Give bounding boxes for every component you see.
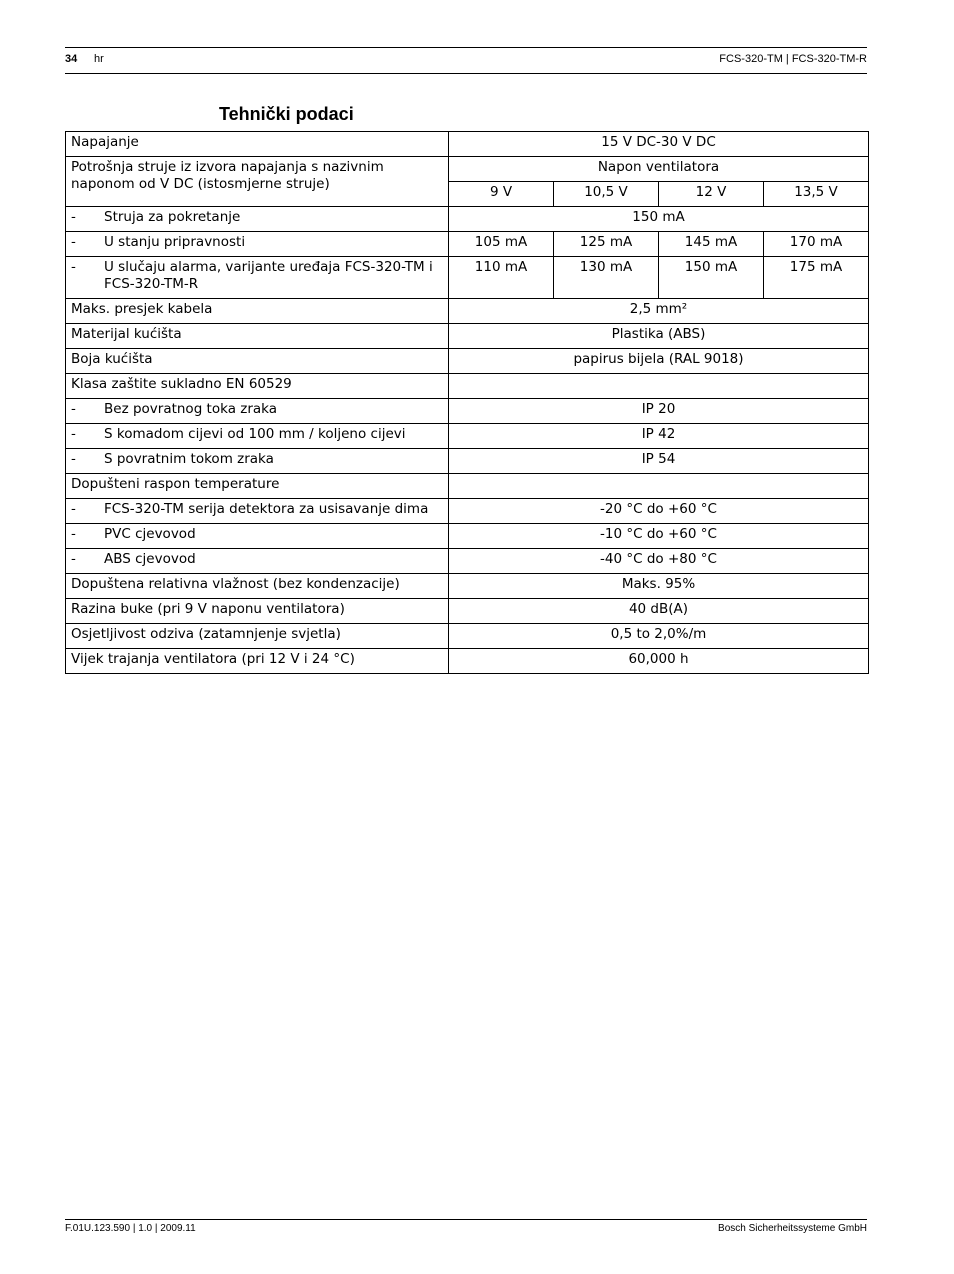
dash: - xyxy=(71,451,76,467)
label-text: U slučaju alarma, varijante uređaja FCS-320-TM i FCS-320-TM-R xyxy=(104,259,433,292)
row-label xyxy=(66,207,449,232)
row-value: -20 °C do +60 °C xyxy=(449,499,869,524)
product-name: FCS-320-TM | FCS-320-TM-R xyxy=(719,53,867,65)
current-cell: 150 mA xyxy=(659,257,764,299)
row-value: IP 20 xyxy=(449,399,869,424)
row-label xyxy=(66,257,449,299)
spec-table xyxy=(65,131,869,674)
table-row xyxy=(66,132,869,157)
row-label: Klasa zaštite sukladno EN 60529 xyxy=(66,374,449,399)
row-value: IP 54 xyxy=(449,449,869,474)
group-header: Napon ventilatora xyxy=(449,157,869,182)
table-row xyxy=(66,232,869,257)
row-value: 15 V DC-30 V DC xyxy=(449,132,869,157)
dash: - xyxy=(71,259,76,275)
company-name: Bosch Sicherheitssysteme GmbH xyxy=(718,1223,867,1234)
table-row xyxy=(66,207,869,232)
current-cell: 175 mA xyxy=(764,257,869,299)
current-cell: 110 mA xyxy=(449,257,554,299)
table-row xyxy=(66,624,869,649)
row-label: Vijek trajanja ventilatora (pri 12 V i 24 °C) xyxy=(66,649,449,674)
row-label: Napajanje xyxy=(66,132,449,157)
table-row xyxy=(66,649,869,674)
row-label: Boja kućišta xyxy=(66,349,449,374)
row-label: Razina buke (pri 9 V naponu ventilatora) xyxy=(66,599,449,624)
page-title: Tehnički podaci xyxy=(219,104,354,124)
table-row xyxy=(66,549,869,574)
row-label: Materijal kućišta xyxy=(66,324,449,349)
voltage-cell: 12 V xyxy=(659,182,764,207)
table-row xyxy=(66,349,869,374)
table-row xyxy=(66,449,869,474)
table-row xyxy=(66,257,869,299)
row-value: 40 dB(A) xyxy=(449,599,869,624)
row-value: 2,5 mm² xyxy=(449,299,869,324)
page-number: 34 xyxy=(65,53,78,65)
voltage-cell: 9 V xyxy=(449,182,554,207)
current-cell: 130 mA xyxy=(554,257,659,299)
table-row xyxy=(66,299,869,324)
label-text: PVC cjevovod xyxy=(104,526,196,542)
dash: - xyxy=(71,501,76,517)
row-value xyxy=(449,374,869,399)
row-value: IP 42 xyxy=(449,424,869,449)
row-value: Plastika (ABS) xyxy=(449,324,869,349)
current-cell: 170 mA xyxy=(764,232,869,257)
label-text: FCS-320-TM serija detektora za usisavanje dima xyxy=(104,501,429,517)
label-text: ABS cjevovod xyxy=(104,551,196,567)
row-label xyxy=(66,524,449,549)
row-value: 60,000 h xyxy=(449,649,869,674)
row-label xyxy=(66,424,449,449)
label-text: U stanju pripravnosti xyxy=(104,234,246,250)
dash: - xyxy=(71,426,76,442)
table-row xyxy=(66,324,869,349)
table-row xyxy=(66,157,869,182)
table-row xyxy=(66,374,869,399)
label-text: Bez povratnog toka zraka xyxy=(104,401,278,417)
row-label xyxy=(66,399,449,424)
current-cell: 125 mA xyxy=(554,232,659,257)
table-row xyxy=(66,524,869,549)
document-info: F.01U.123.590 | 1.0 | 2009.11 xyxy=(65,1223,196,1234)
row-value: Maks. 95% xyxy=(449,574,869,599)
current-cell: 105 mA xyxy=(449,232,554,257)
row-value xyxy=(449,474,869,499)
row-label: Dopušteni raspon temperature xyxy=(66,474,449,499)
page-header xyxy=(65,47,867,74)
voltage-cell: 10,5 V xyxy=(554,182,659,207)
language-code: hr xyxy=(94,53,104,65)
dash: - xyxy=(71,209,76,225)
label-text: S povratnim tokom zraka xyxy=(104,451,274,467)
table-row xyxy=(66,474,869,499)
label-text: Struja za pokretanje xyxy=(104,209,241,225)
table-row xyxy=(66,599,869,624)
table-row xyxy=(66,424,869,449)
row-label: Maks. presjek kabela xyxy=(66,299,449,324)
row-label xyxy=(66,449,449,474)
table-row xyxy=(66,499,869,524)
row-label xyxy=(66,232,449,257)
row-label: Osjetljivost odziva (zatamnjenje svjetla) xyxy=(66,624,449,649)
row-value: 150 mA xyxy=(449,207,869,232)
row-label: Dopuštena relativna vlažnost (bez kondenzacije) xyxy=(66,574,449,599)
dash: - xyxy=(71,401,76,417)
row-value: 0,5 to 2,0%/m xyxy=(449,624,869,649)
voltage-cell: 13,5 V xyxy=(764,182,869,207)
dash: - xyxy=(71,234,76,250)
row-label: Potrošnja struje iz izvora napajanja s nazivnim naponom od V DC (istosmjerne struje) xyxy=(66,157,449,207)
row-value: -40 °C do +80 °C xyxy=(449,549,869,574)
dash: - xyxy=(71,526,76,542)
table-row xyxy=(66,574,869,599)
row-value: papirus bijela (RAL 9018) xyxy=(449,349,869,374)
dash: - xyxy=(71,551,76,567)
table-row xyxy=(66,399,869,424)
page-footer xyxy=(65,1219,867,1234)
row-label xyxy=(66,549,449,574)
row-value: -10 °C do +60 °C xyxy=(449,524,869,549)
label-text: S komadom cijevi od 100 mm / koljeno cijevi xyxy=(104,426,406,442)
current-cell: 145 mA xyxy=(659,232,764,257)
row-label xyxy=(66,499,449,524)
